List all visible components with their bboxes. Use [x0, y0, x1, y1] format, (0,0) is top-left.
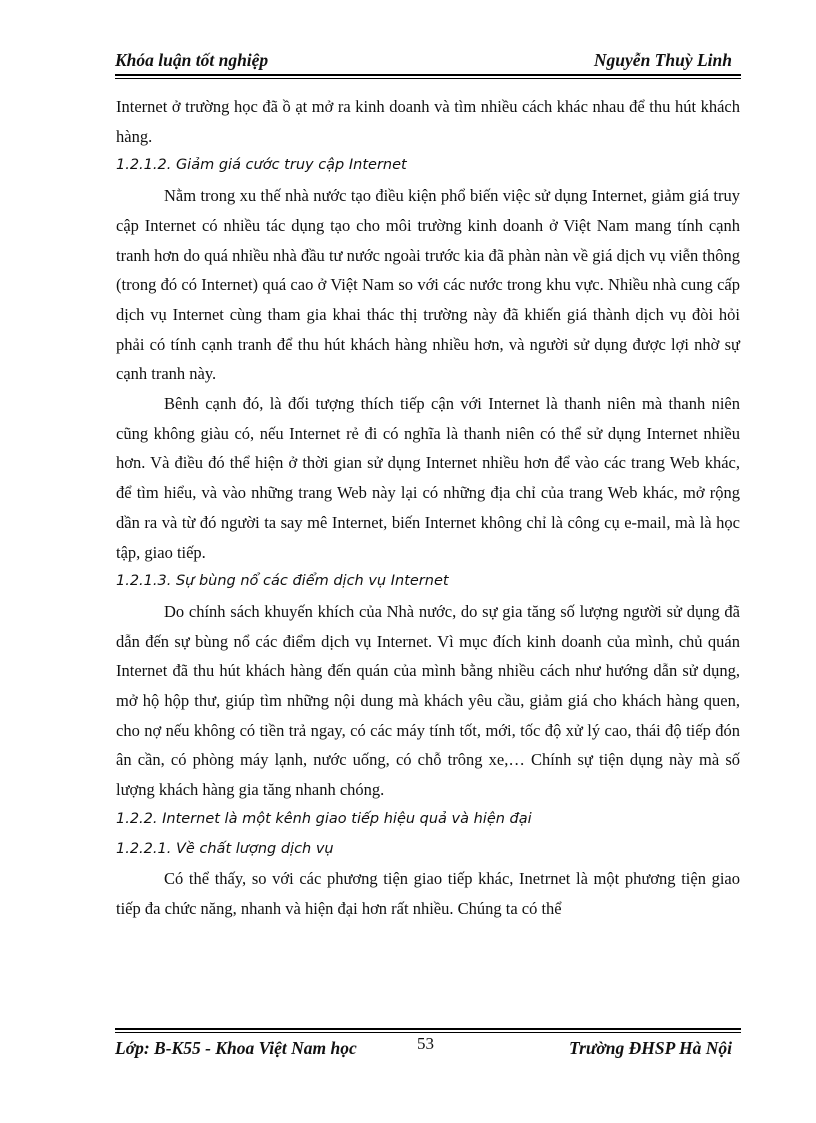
document-body	[116, 92, 740, 924]
footer-rule	[115, 1028, 741, 1030]
footer-class-info: Lớp: B-K55 - Khoa Việt Nam học	[115, 1038, 357, 1058]
paragraph: Internet ở trường học đã ồ ạt mở ra kinh doanh và tìm nhiều cách khác nhau để thu hút khách hàng.	[116, 97, 740, 146]
footer-rule-thin	[115, 1032, 741, 1033]
section-heading: 1.2.2. Internet là một kênh giao tiếp hiệu quả và hiện đại	[116, 810, 532, 827]
paragraph: Có thể thấy, so với các phương tiện giao tiếp khác, Inetrnet là một phương tiện giao tiếp đa chức năng, nhanh và hiện đại hơn rất nhiều. Chúng ta có thể	[116, 869, 740, 918]
paragraph: Bênh cạnh đó, là đối tượng thích tiếp cận với Internet là thanh niên mà thanh niên cũng không giàu có, nếu Internet rẻ đi có nghĩa là thanh niên có thể sử dụng Internet nhiều hơn. Và điều đó thể hiện ở thời gian sử dụng Internet nhiều hơn để vào các trang Web khác, để tìm hiểu, và vào những trang Web này lại có những địa chỉ của trang Web khác, mở rộng dần ra và từ đó người ta say mê Internet, biến Internet không chỉ là công cụ e-mail, mà là học tập, giao tiếp.	[116, 394, 740, 562]
page-footer	[115, 1034, 740, 1062]
section-heading: 1.2.2.1. Về chất lượng dịch vụ	[116, 840, 334, 857]
page-number: 53	[417, 1034, 434, 1053]
paragraph: Nằm trong xu thế nhà nước tạo điều kiện phổ biến việc sử dụng Internet, giảm giá truy cập Internet có nhiều tác dụng tạo cho môi trường kinh doanh ở Việt Nam mang tính cạnh tranh hơn do quá nhiều nhà đầu tư nước ngoài trước kia đã phàn nàn về giá dịch vụ viễn thông (trong đó có Internet) quá cao ở Việt Nam so với các nước trong khu vực. Nhiều nhà cung cấp dịch vụ Internet cùng tham gia khai thác thị trường này đã khiến giá thành dịch vụ đòi hỏi phải có tính cạnh tranh để thu hút khách hàng nhiều hơn, và người sử dụng được lợi nhờ sự cạnh tranh này.	[116, 186, 740, 384]
paragraph: Do chính sách khuyến khích của Nhà nước, do sự gia tăng số lượng người sử dụng đã dẫn đến sự bùng nổ các điểm dịch vụ Internet. Vì mục đích kinh doanh của mình, chủ quán Internet đã thu hút khách hàng đến quán của mình bằng nhiều cách như hướng dẫn sử dụng, mở hộ hộp thư, giúp tìm những nội dung mà khách yêu cầu, giảm giá cho khách hàng quen, cho nợ nếu không có tiền trả ngay, có các máy tính tốt, mới, tốc độ xử lý cao, thái độ tiếp đón ân cần, có phòng máy lạnh, nước uống, có chỗ trông xe,… Chính sự tiện dụng này mà số lượng khách hàng gia tăng nhanh chóng.	[116, 601, 740, 800]
page-header	[115, 46, 740, 74]
section-heading: 1.2.1.3. Sự bùng nổ các điểm dịch vụ Internet	[116, 573, 449, 590]
header-author-name: Nguyễn Thuỳ Linh	[593, 50, 732, 70]
header-rule	[115, 74, 741, 76]
header-thesis-title: Khóa luận tốt nghiệp	[115, 50, 269, 70]
section-heading: 1.2.1.2. Giảm giá cước truy cập Internet	[116, 157, 407, 174]
footer-university: Trường ĐHSP Hà Nội	[569, 1038, 732, 1058]
header-rule-thin	[115, 78, 741, 79]
